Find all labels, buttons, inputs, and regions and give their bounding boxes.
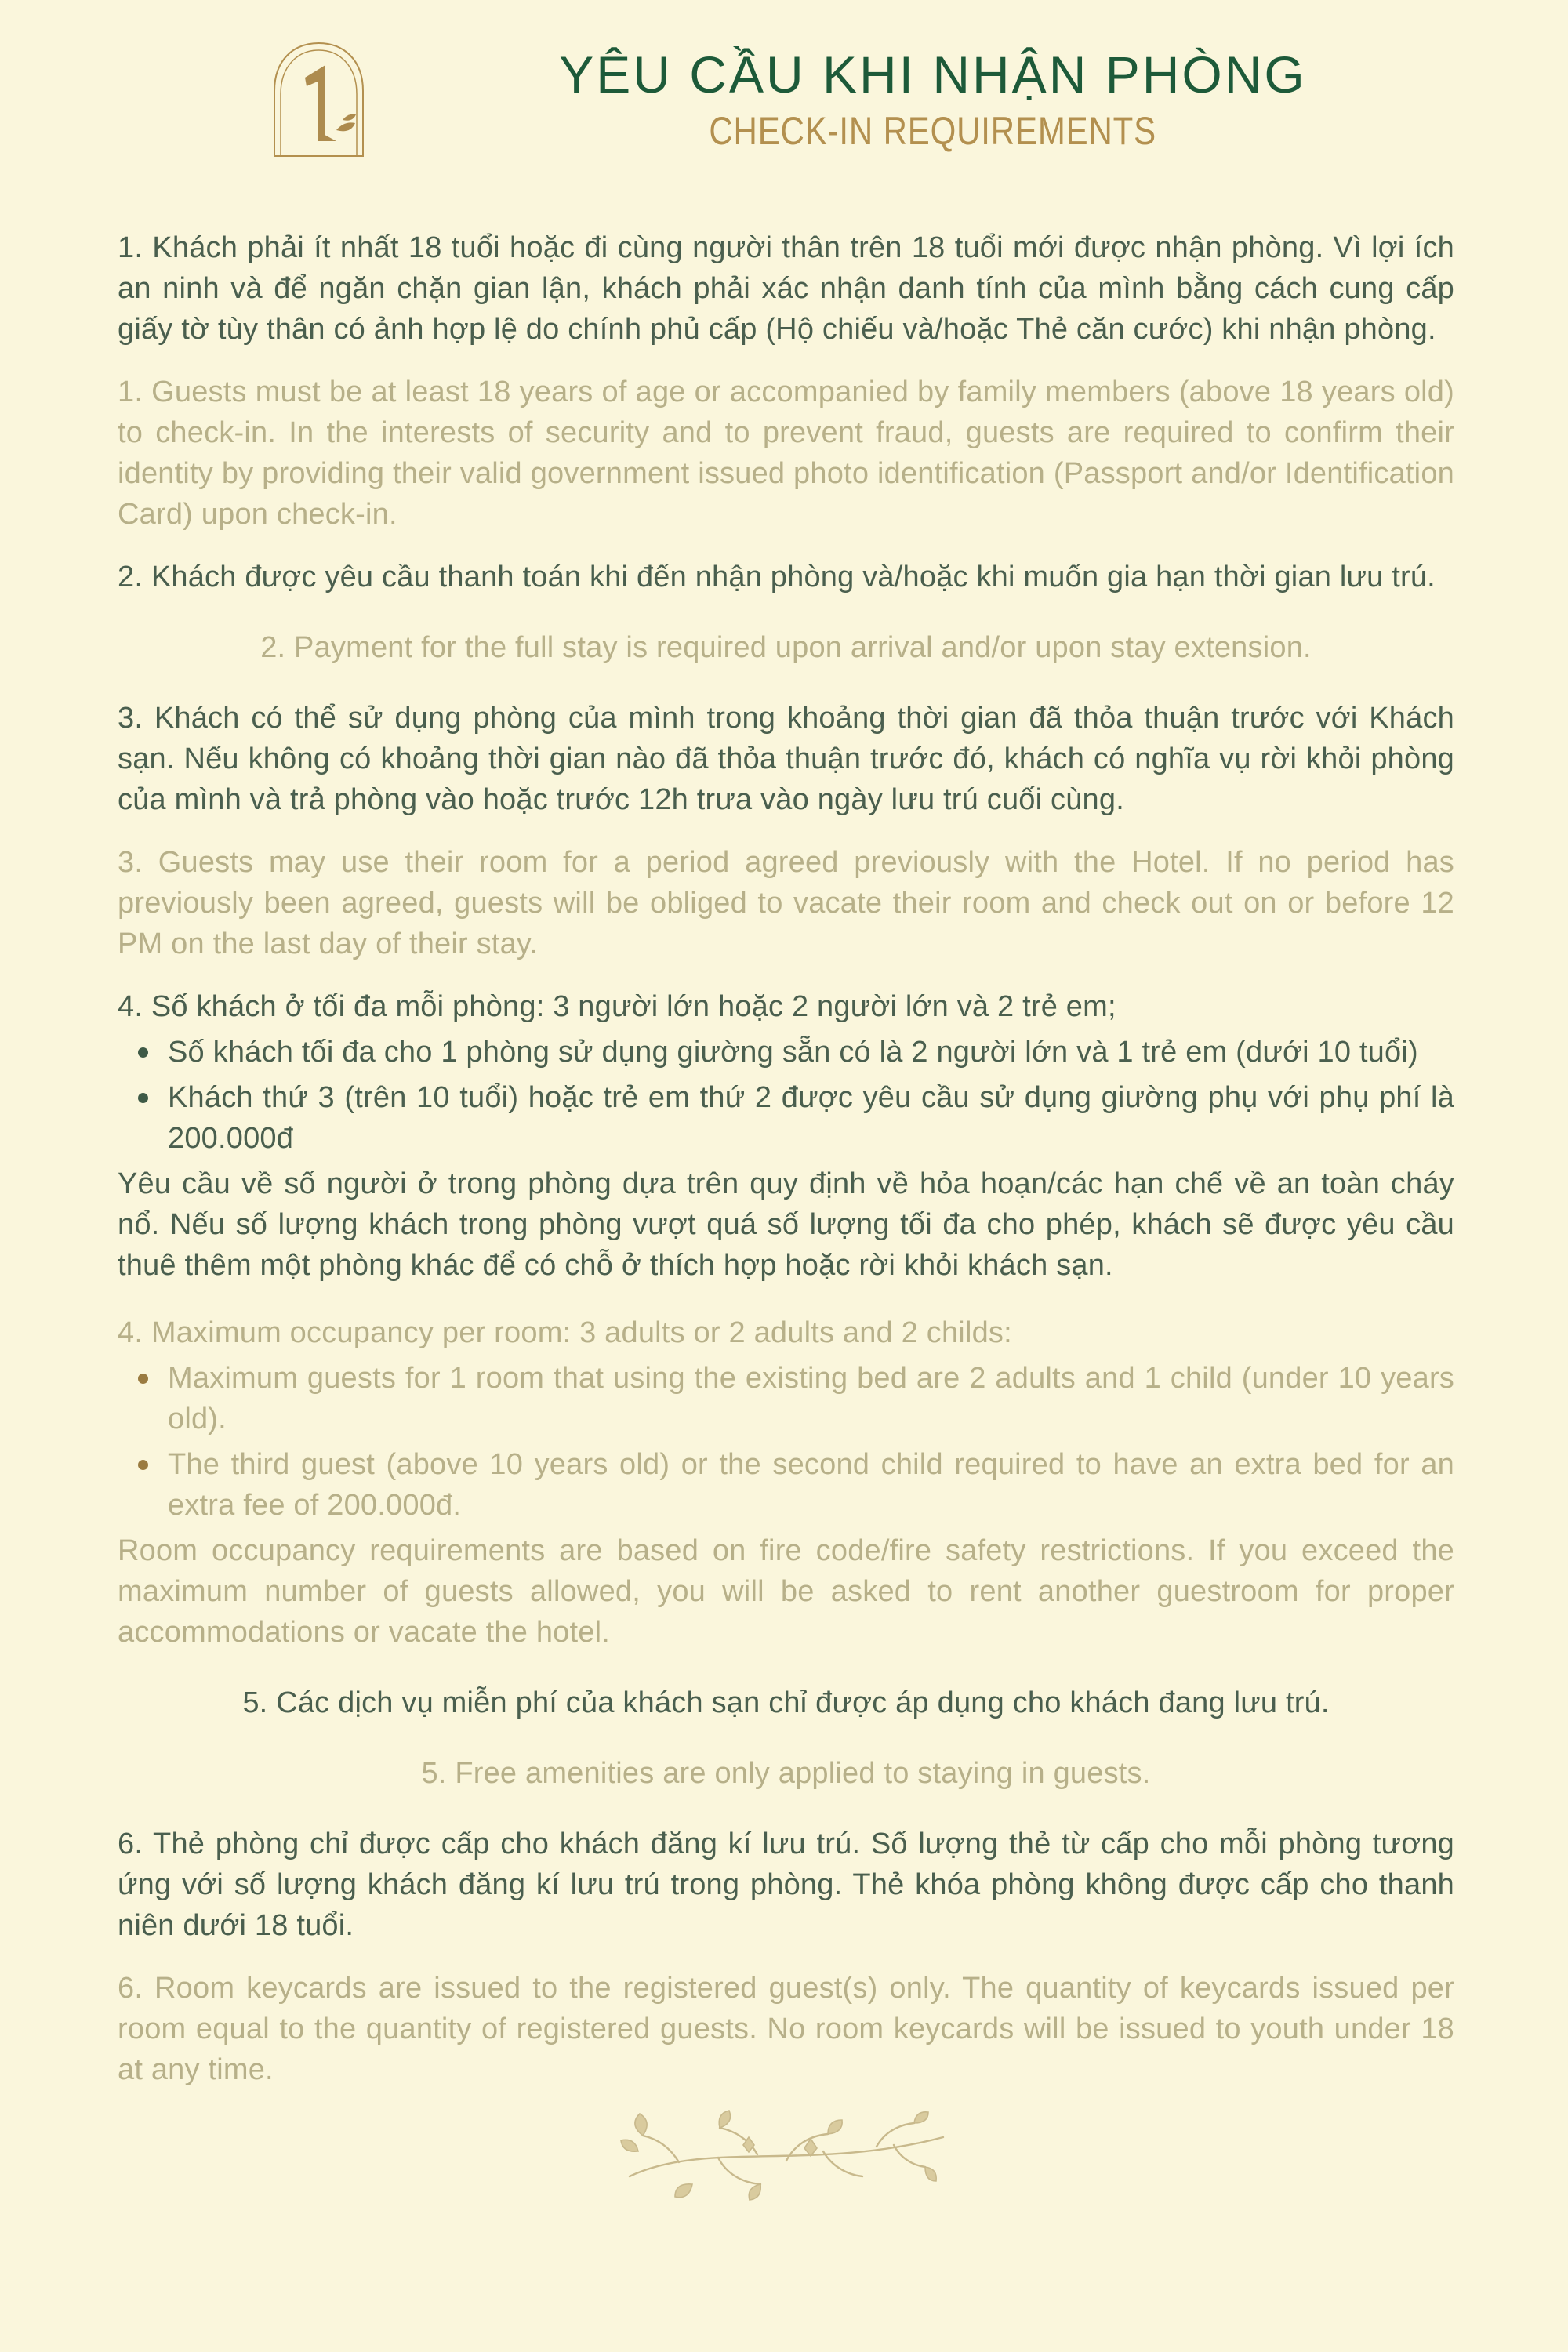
list-item: Số khách tối đa cho 1 phòng sử dụng giường sẵn có là 2 người lớn và 1 trẻ em (dưới 10 tuổi): [118, 1032, 1454, 1073]
list-item: The third guest (above 10 years old) or the second child required to have an extra bed for an extra fee of 200.000đ.: [118, 1444, 1454, 1526]
rule-3-vietnamese: 3. Khách có thể sử dụng phòng của mình trong khoảng thời gian đã thỏa thuận trước với Khách sạn. Nếu không có khoảng thời gian nào đã thỏa thuận trước đó, khách có nghĩa vụ rời khỏi phòng của mình và trả phòng vào hoặc trước 12h trưa vào ngày lưu trú cuối cùng.: [118, 702, 1454, 816]
rule-3-english: 3. Guests may use their room for a period agreed previously with the Hotel. If no period has previously been agreed, guests will be obliged to vacate their room and check out on or before 12 PM on the last day of their stay.: [118, 846, 1454, 960]
page-subtitle-wrap: [298, 110, 1568, 153]
rule-6-english: 6. Room keycards are issued to the registered guest(s) only. The quantity of keycards issued per room equal to the quantity of registered guests. No room keycards will be issued to youth under 18 at any time.: [118, 1972, 1454, 2086]
page-title: YÊU CẦU KHI NHẬN PHÒNG: [559, 45, 1307, 103]
list-item: Maximum guests for 1 room that using the existing bed are 2 adults and 1 child (under 10 years old).: [118, 1358, 1454, 1439]
page-titles: [298, 45, 1568, 153]
rule-6-vietnamese: 6. Thẻ phòng chỉ được cấp cho khách đăng kí lưu trú. Số lượng thẻ từ cấp cho mỗi phòng tương ứng với số lượng khách đăng kí lưu trú trong phòng. Thẻ khóa phòng không được cấp cho thanh niên dưới 18 tuổi.: [118, 1828, 1454, 1942]
rule-2-vietnamese: 2. Khách được yêu cầu thanh toán khi đến nhận phòng và/hoặc khi muốn gia hạn thời gian lưu trú.: [118, 561, 1436, 593]
rule-1-vietnamese: 1. Khách phải ít nhất 18 tuổi hoặc đi cùng người thân trên 18 tuổi mới được nhận phòng. Vì lợi ích an ninh và để ngăn chặn gian lận, khách phải xác nhận danh tính của mình bằng cách cung cấp giấy tờ tùy thân có ảnh hợp lệ do chính phủ cấp (Hộ chiếu và/hoặc Thẻ căn cước) khi nhận phòng.: [118, 231, 1454, 346]
rule-4-vietnamese-note: Yêu cầu về số người ở trong phòng dựa trên quy định về hỏa hoạn/các hạn chế về an toàn cháy nổ. Nếu số lượng khách trong phòng vượt quá số lượng tối đa cho phép, khách sẽ được yêu cầu thuê thêm một phòng khác để có chỗ ở thích hợp hoặc rời khỏi khách sạn.: [118, 1167, 1454, 1282]
rule-2-english: 2. Payment for the full stay is required upon arrival and/or upon stay extension.: [260, 631, 1312, 664]
rule-5-english: 5. Free amenities are only applied to staying in guests.: [421, 1757, 1151, 1790]
list-item: Khách thứ 3 (trên 10 tuổi) hoặc trẻ em thứ 2 được yêu cầu sử dụng giường phụ với phụ phí là 200.000đ: [118, 1077, 1454, 1159]
rule-1-english: 1. Guests must be at least 18 years of age or accompanied by family members (above 18 years old) to check-in. In the interests of security and to prevent fraud, guests are required to confirm their identity by providing their valid government issued photo identification (Passport and/or Identification Card) upon check-in.: [118, 376, 1454, 531]
rule-4-english-bullets: [118, 1358, 1454, 1526]
notice-body: [0, 205, 1568, 2201]
page-subtitle: CHECK-IN REQUIREMENTS: [709, 108, 1157, 153]
rule-4-english-note: Room occupancy requirements are based on fire code/fire safety restrictions. If you exceed the maximum number of guests allowed, you will be asked to rent another guestroom for proper accommodations or vacate the hotel.: [118, 1534, 1454, 1649]
rule-4-vietnamese-bullets: [118, 1032, 1454, 1159]
floral-branch-icon: [618, 2100, 955, 2201]
rule-5-vietnamese: 5. Các dịch vụ miễn phí của khách sạn chỉ được áp dụng cho khách đang lưu trú.: [242, 1686, 1330, 1719]
rule-4-vietnamese-heading: 4. Số khách ở tối đa mỗi phòng: 3 người lớn hoặc 2 người lớn và 2 trẻ em;: [118, 990, 1116, 1023]
header: [0, 0, 1568, 205]
rule-4-english-heading: 4. Maximum occupancy per room: 3 adults or 2 adults and 2 childs:: [118, 1316, 1012, 1349]
